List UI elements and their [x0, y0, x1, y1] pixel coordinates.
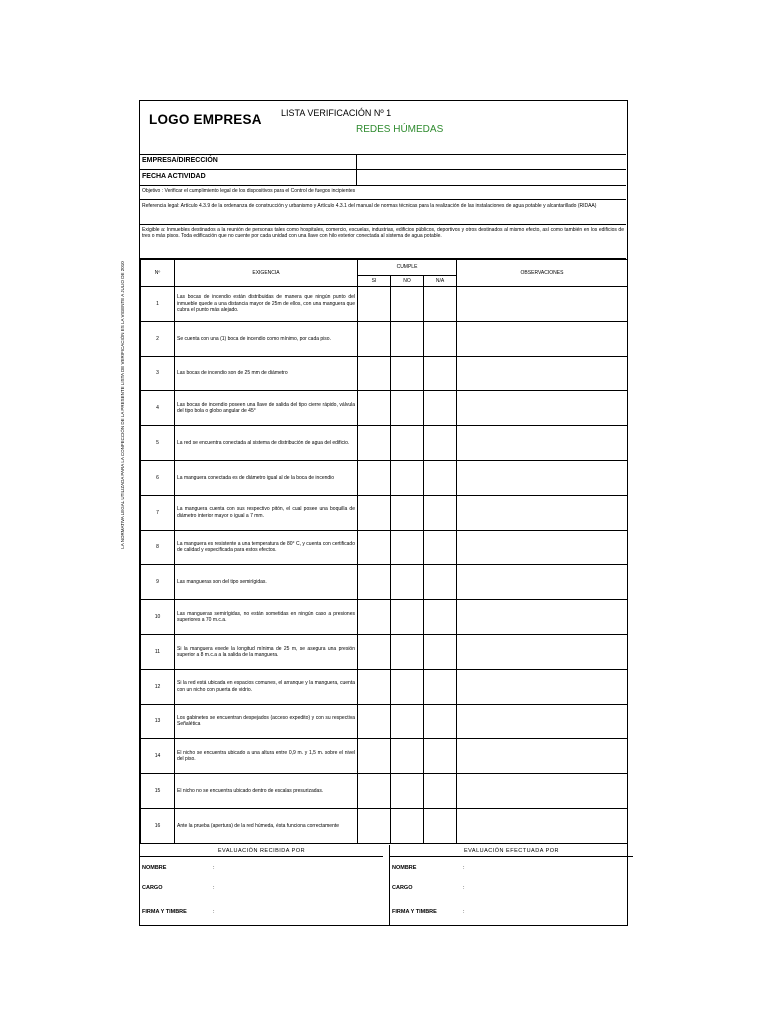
row-observations-cell[interactable] — [457, 391, 628, 426]
row-observations-cell[interactable] — [457, 739, 628, 774]
row-yes-cell[interactable] — [358, 808, 391, 843]
row-no-cell[interactable] — [391, 565, 424, 600]
row-number: 15 — [141, 774, 175, 809]
row-no-cell[interactable] — [391, 530, 424, 565]
company-logo: LOGO EMPRESA — [149, 112, 262, 127]
row-yes-cell[interactable] — [358, 426, 391, 461]
table-row — [141, 704, 628, 739]
row-na-cell[interactable] — [424, 634, 457, 669]
evaluation-section — [140, 845, 627, 925]
row-requirement: El nicho no se encuentra ubicado dentro de escalas presurizadas. — [175, 774, 358, 809]
row-observations-cell[interactable] — [457, 356, 628, 391]
col-na-header: N/A — [424, 276, 457, 287]
row-no-cell[interactable] — [391, 460, 424, 495]
row-number: 5 — [141, 426, 175, 461]
checklist-table — [140, 259, 628, 844]
row-no-cell[interactable] — [391, 634, 424, 669]
row-requirement: La red se encuentra conectada al sistema de distribución de agua del edificio. — [175, 426, 358, 461]
legal-reference-text: Referencia legal: Artículo 4.3.9 de la ordenanza de construcción y urbanismo y Artículo 4.3.1 del manual de normas técnicas para la realización de las instalaciones de agua potable y alcantarillado (RIDAA) — [140, 201, 626, 225]
company-label: EMPRESA/DIRECCIÓN — [142, 157, 218, 164]
table-row — [141, 565, 628, 600]
row-observations-cell[interactable] — [457, 634, 628, 669]
table-row — [141, 495, 628, 530]
col-no-header: NO — [391, 276, 424, 287]
row-na-cell[interactable] — [424, 426, 457, 461]
row-number: 13 — [141, 704, 175, 739]
row-na-cell[interactable] — [424, 287, 457, 322]
row-no-cell[interactable] — [391, 774, 424, 809]
row-number: 11 — [141, 634, 175, 669]
col-num-header: Nº — [141, 260, 175, 287]
table-row — [141, 356, 628, 391]
row-observations-cell[interactable] — [457, 774, 628, 809]
row-requirement: La manguera es resistente a una temperatura de 80° C, y cuenta con certificado de calidad y especificada para estos efectos. — [175, 530, 358, 565]
row-number: 4 — [141, 391, 175, 426]
row-no-cell[interactable] — [391, 495, 424, 530]
row-na-cell[interactable] — [424, 530, 457, 565]
row-na-cell[interactable] — [424, 808, 457, 843]
row-no-cell[interactable] — [391, 356, 424, 391]
row-na-cell[interactable] — [424, 739, 457, 774]
row-yes-cell[interactable] — [358, 287, 391, 322]
row-no-cell[interactable] — [391, 808, 424, 843]
row-observations-cell[interactable] — [457, 669, 628, 704]
row-na-cell[interactable] — [424, 600, 457, 635]
row-number: 12 — [141, 669, 175, 704]
row-observations-cell[interactable] — [457, 460, 628, 495]
table-row — [141, 530, 628, 565]
row-observations-cell[interactable] — [457, 600, 628, 635]
row-yes-cell[interactable] — [358, 356, 391, 391]
received-signature-label: FIRMA Y TIMBRE — [142, 909, 187, 915]
row-na-cell[interactable] — [424, 391, 457, 426]
row-na-cell[interactable] — [424, 704, 457, 739]
row-no-cell[interactable] — [391, 391, 424, 426]
row-observations-cell[interactable] — [457, 321, 628, 356]
row-number: 1 — [141, 287, 175, 322]
evaluation-performed-title: EVALUACIÓN EFECTUADA POR — [463, 848, 560, 854]
table-row — [141, 808, 628, 843]
row-yes-cell[interactable] — [358, 669, 391, 704]
checklist-sheet — [139, 100, 628, 926]
row-requirement: Si la manguera exede la longitud mínima de 25 m, se asegura una presión superior a 8 m.c.a a la salida de la manguera. — [175, 634, 358, 669]
row-requirement: Ante la prueba (apertura) de la red húmeda, ésta funciona correctamente — [175, 808, 358, 843]
row-yes-cell[interactable] — [358, 600, 391, 635]
row-observations-cell[interactable] — [457, 530, 628, 565]
row-no-cell[interactable] — [391, 704, 424, 739]
row-requirement: Las bocas de incendio están distribuidas de manera que ningún punto del inmueble quede a una distancia mayor de 25m de ellos, con una manguera que cubra el punto más alejado. — [175, 287, 358, 322]
row-observations-cell[interactable] — [457, 704, 628, 739]
date-row — [140, 170, 626, 186]
row-no-cell[interactable] — [391, 321, 424, 356]
row-na-cell[interactable] — [424, 774, 457, 809]
row-yes-cell[interactable] — [358, 391, 391, 426]
row-requirement: Las mangueras semirígidas, no están sometidas en ningún caso a presiones superiores a 70 m.c.a. — [175, 600, 358, 635]
table-row — [141, 774, 628, 809]
table-row — [141, 634, 628, 669]
performed-name-label: NOMBRE — [392, 865, 417, 871]
col-requirement-header: EXIGENCIA — [175, 260, 358, 287]
row-observations-cell[interactable] — [457, 495, 628, 530]
table-row — [141, 426, 628, 461]
row-yes-cell[interactable] — [358, 704, 391, 739]
row-number: 10 — [141, 600, 175, 635]
row-na-cell[interactable] — [424, 669, 457, 704]
row-requirement: Las bocas de incendio poseen una llave de salida del tipo cierre rápido, válvula del tipo bola o globo angular de 45° — [175, 391, 358, 426]
row-number: 6 — [141, 460, 175, 495]
table-row — [141, 391, 628, 426]
row-requirement: Si la red está ubicada en espacios comunes, el arranque y la manguera, cuenta con un nicho con puerta de vidrio. — [175, 669, 358, 704]
col-yes-header: SI — [358, 276, 391, 287]
row-na-cell[interactable] — [424, 565, 457, 600]
row-number: 2 — [141, 321, 175, 356]
checklist-title: LISTA VERIFICACIÓN Nº 1 — [281, 108, 392, 118]
row-yes-cell[interactable] — [358, 565, 391, 600]
row-observations-cell[interactable] — [457, 808, 628, 843]
evaluation-performed: EVALUACIÓN EFECTUADA POR NOMBRE : CARGO : FIRMA Y TIMBRE : — [389, 845, 633, 925]
row-number: 14 — [141, 739, 175, 774]
col-complies-header: CUMPLE — [358, 260, 457, 276]
company-row — [140, 154, 626, 170]
row-requirement: El nicho se encuentra ubicado a una altura entre 0,9 m. y 1,5 m. sobre el nivel del piso. — [175, 739, 358, 774]
row-requirement: La manguera conectada es de diámetro igual al de la boca de incendio — [175, 460, 358, 495]
evaluation-received: EVALUACIÓN RECIBIDA POR NOMBRE : CARGO : FIRMA Y TIMBRE : — [140, 845, 383, 925]
table-row — [141, 739, 628, 774]
performed-signature-label: FIRMA Y TIMBRE — [392, 909, 437, 915]
row-na-cell[interactable] — [424, 356, 457, 391]
row-yes-cell[interactable] — [358, 774, 391, 809]
row-requirement: La manguera cuenta con sus respectivo pitón, el cual posee una boquilla de diámetro interior mayor o igual a 7 mm. — [175, 495, 358, 530]
checklist-subtitle: REDES HÚMEDAS — [356, 124, 444, 135]
row-yes-cell[interactable] — [358, 321, 391, 356]
table-row — [141, 669, 628, 704]
row-no-cell[interactable] — [391, 669, 424, 704]
date-label: FECHA ACTIVIDAD — [142, 173, 206, 180]
row-number: 16 — [141, 808, 175, 843]
table-row — [141, 460, 628, 495]
objective-text: Objetivo : Verificar el cumplimiento legal de los dispositivos para el Control de fuegos incipientes — [140, 186, 626, 200]
row-requirement: Las mangueras son del tipo semirígidas. — [175, 565, 358, 600]
row-na-cell[interactable] — [424, 321, 457, 356]
row-yes-cell[interactable] — [358, 530, 391, 565]
row-number: 9 — [141, 565, 175, 600]
row-observations-cell[interactable] — [457, 287, 628, 322]
col-observations-header: OBSERVACIONES — [457, 260, 628, 287]
row-number: 8 — [141, 530, 175, 565]
row-requirement: Los gabinetes se encuentran despejados (acceso expedito) y con su respectiva Señalética — [175, 704, 358, 739]
sheet-header — [140, 101, 626, 155]
required-in-text: Exigible a: Inmuebles destinados a la reunión de personas tales como hospitales, comercio, escuelas, industrias, edificios públicos, deportivos y otros destinados al mismo efecto, así como también en los edificios de tres o más pisos. Toda edificación que no cuente por cada unidad con una llave con hilo exterior conectada al sistema de agua potable. — [140, 225, 626, 259]
row-requirement: Se cuenta con una (1) boca de incendio como mínimo, por cada piso. — [175, 321, 358, 356]
received-name-label: NOMBRE — [142, 865, 167, 871]
row-no-cell[interactable] — [391, 739, 424, 774]
row-na-cell[interactable] — [424, 495, 457, 530]
row-no-cell[interactable] — [391, 287, 424, 322]
row-number: 3 — [141, 356, 175, 391]
row-yes-cell[interactable] — [358, 634, 391, 669]
evaluation-received-title: EVALUACIÓN RECIBIDA POR — [217, 848, 306, 854]
performed-position-label: CARGO — [392, 885, 413, 891]
table-row — [141, 321, 628, 356]
row-no-cell[interactable] — [391, 600, 424, 635]
legal-note-vertical: LA NORMATIVA LEGAL UTILIZADA PARA LA CONFECCIÓN DE LA PRESENTE LISTA DE VERIFICACIÓN ES LA VIGENTE A JULIO DE 2010 — [120, 261, 125, 549]
table-row — [141, 600, 628, 635]
row-observations-cell[interactable] — [457, 426, 628, 461]
row-no-cell[interactable] — [391, 426, 424, 461]
row-number: 7 — [141, 495, 175, 530]
row-na-cell[interactable] — [424, 460, 457, 495]
row-yes-cell[interactable] — [358, 460, 391, 495]
row-observations-cell[interactable] — [457, 565, 628, 600]
row-requirement: Las bocas de incendio son de 25 mm de diámetro — [175, 356, 358, 391]
row-yes-cell[interactable] — [358, 495, 391, 530]
table-row — [141, 287, 628, 322]
received-position-label: CARGO — [142, 885, 163, 891]
row-yes-cell[interactable] — [358, 739, 391, 774]
